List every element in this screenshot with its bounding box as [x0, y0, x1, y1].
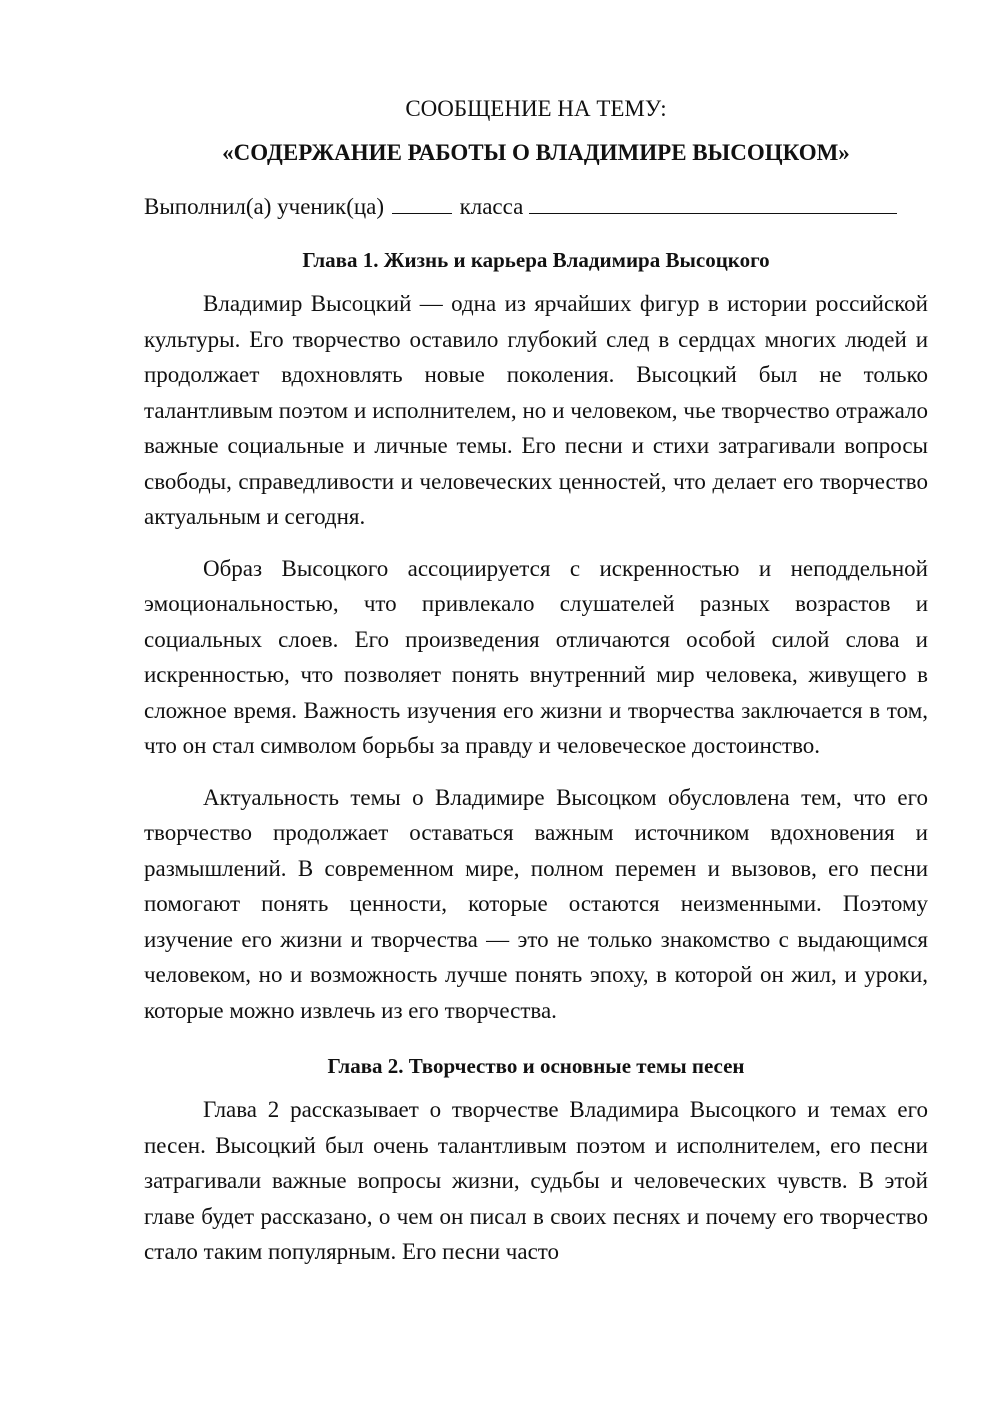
- chapter-2-title: Глава 2. Творчество и основные темы песен: [327, 1054, 745, 1078]
- document-title: «СОДЕРЖАНИЕ РАБОТЫ О ВЛАДИМИРЕ ВЫСОЦКОМ»: [222, 140, 850, 165]
- chapter-1-paragraph-1: Владимир Высоцкий — одна из ярчайших фигур в истории российской культуры. Его творчество оставило глубокий след в сердцах многих людей и продолжает вдохновлять новые поколения. Высоцкий был не только талантливым поэтом и исполнителем, но и человеком, чье творчество отражало важные социальные и личные темы. Его песни и стихи затрагивали вопросы свободы, справедливости и человеческих ценностей, что делает его творчество актуальным и сегодня.: [144, 291, 928, 529]
- chapter-1-paragraph-3: Актуальность темы о Владимире Высоцком обусловлена тем, что его творчество продолжает оставаться важным источником вдохновения и размышлений. В современном мире, полном перемен и вызовов, его песни помогают понять ценности, которые остаются неизменными. Поэтому изучение его жизни и творчества — это не только знакомство с выдающимся человеком, но и возможность лучше понять эпоху, в которой он жил, и уроки, которые можно извлечь из его творчества.: [144, 784, 928, 1023]
- chapter-1-paragraph-2: Образ Высоцкого ассоциируется с искренностью и неподдельной эмоциональностью, что привлекало слушателей разных возрастов и социальных слоев. Его произведения отличаются особой силой слова и искренностью, что позволяет понять внутренний мир человека, живущего в сложное время. Важность изучения его жизни и творчества заключается в том, что он стал символом борьбы за правду и человеческое достоинство.: [144, 555, 928, 758]
- student-line: [144, 190, 928, 224]
- chapter-1-title: Глава 1. Жизнь и карьера Владимира Высоцкого: [302, 248, 770, 272]
- student-label: Выполнил(а) ученик(ца): [144, 194, 385, 219]
- class-label: класса: [459, 194, 524, 219]
- chapter-2-paragraph-1: Глава 2 рассказывает о творчестве Владимира Высоцкого и темах его песен. Высоцкий был очень талантливым поэтом и исполнителем, его песни затрагивали важные вопросы жизни, судьбы и человеческих чувств. В этой главе будет рассказано, о чем он писал в своих песнях и почему его творчество стало таким популярным. Его песни часто: [144, 1097, 928, 1264]
- document-header: СООБЩЕНИЕ НА ТЕМУ:: [405, 96, 667, 121]
- student-name-blank[interactable]: [529, 191, 897, 214]
- document-page: [144, 92, 928, 1286]
- class-number-blank[interactable]: [392, 191, 452, 214]
